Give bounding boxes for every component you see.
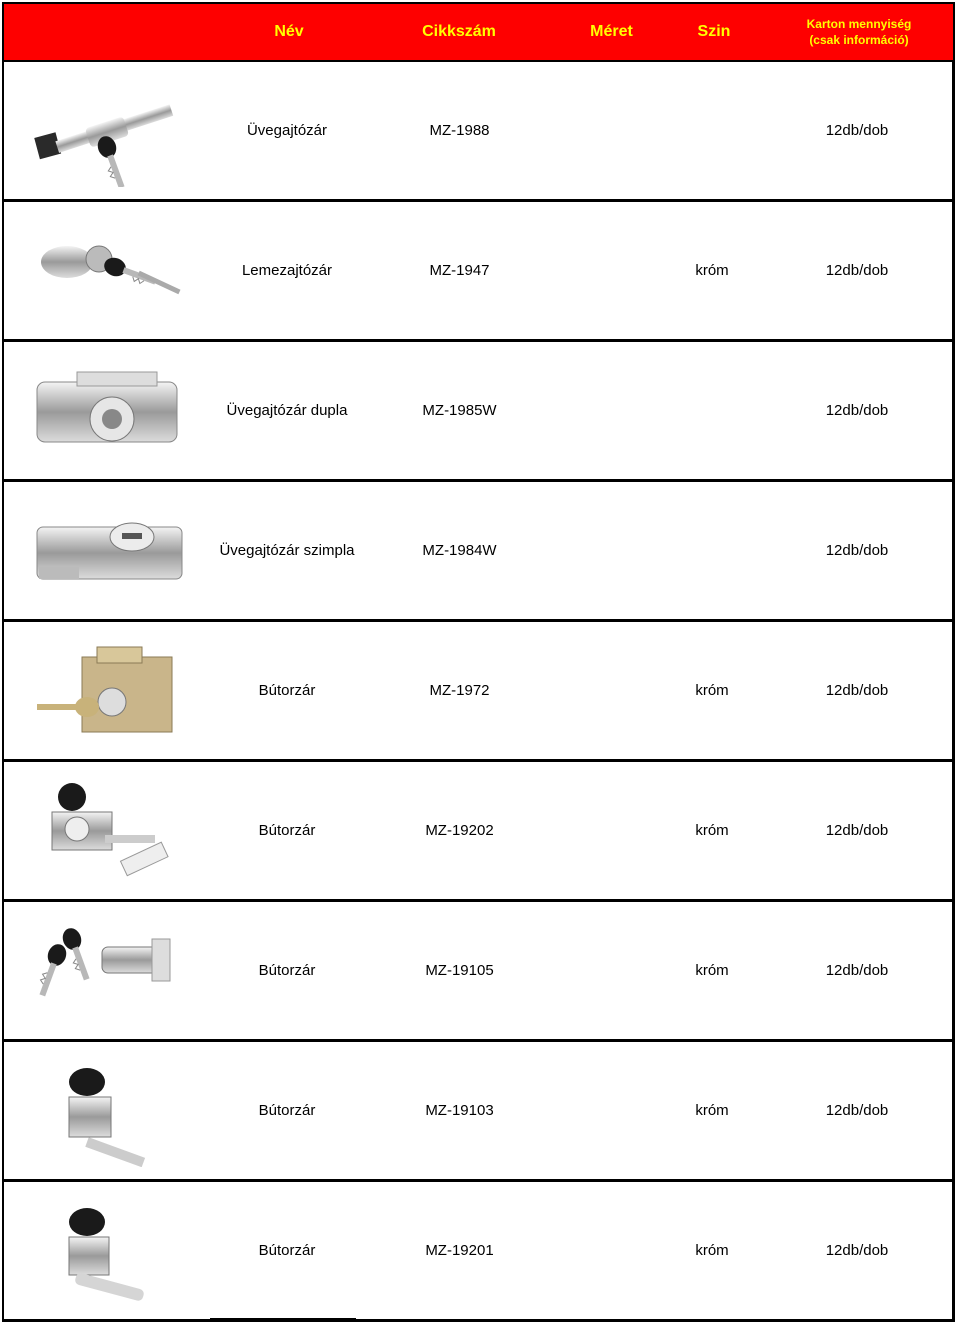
product-code: MZ-19201: [425, 1242, 494, 1259]
product-qty: 12db/dob: [825, 962, 889, 979]
table-row: [2, 1042, 955, 1182]
header-carton: [779, 4, 939, 60]
table-row: [2, 902, 955, 1042]
product-qty: 12db/dob: [825, 542, 889, 559]
product-color: króm: [695, 1242, 729, 1259]
table-row: [2, 482, 955, 622]
push-lock-icon: [27, 917, 187, 1027]
product-name: Bútorzár: [258, 962, 316, 979]
product-color: króm: [695, 962, 729, 979]
table-row: [2, 62, 955, 202]
product-qty: 12db/dob: [825, 402, 889, 419]
product-size: [547, 902, 672, 1039]
table-row: [2, 1182, 955, 1322]
product-qty: 12db/dob: [825, 1242, 889, 1259]
header-carton-line1: Karton mennyiség: [806, 17, 912, 31]
product-name: Bútorzár: [258, 682, 316, 699]
furniture-lock-icon: [27, 637, 187, 747]
single-glass-lock-icon: [27, 497, 187, 607]
product-size: [547, 622, 672, 759]
product-code: MZ-1984W: [422, 542, 497, 559]
product-qty: 12db/dob: [825, 262, 889, 279]
product-name: Üvegajtózár dupla: [226, 402, 348, 419]
product-code: MZ-1988: [429, 122, 490, 139]
cam-lock-icon: [27, 1057, 187, 1167]
bottom-divider: [210, 1318, 356, 1322]
double-glass-lock-icon: [27, 357, 187, 467]
drawer-lock-icon: [27, 777, 187, 887]
product-code: MZ-19202: [425, 822, 494, 839]
product-size: [547, 62, 672, 199]
product-color: [662, 62, 762, 199]
product-name: Lemezajtózár: [241, 262, 333, 279]
product-name: Üvegajtózár szimpla: [219, 542, 355, 559]
header-code: Cikkszám: [422, 23, 496, 40]
table-row: [2, 622, 955, 762]
glass-door-lock-icon: [27, 77, 187, 187]
product-color: [662, 342, 762, 479]
product-color: króm: [695, 1102, 729, 1119]
product-name: Bútorzár: [258, 1102, 316, 1119]
product-name: Bútorzár: [258, 1242, 316, 1259]
table-row: [2, 202, 955, 342]
header-color: Szin: [697, 23, 731, 40]
product-color: króm: [695, 682, 729, 699]
header-carton-line2: (csak információ): [809, 33, 909, 47]
product-qty: 12db/dob: [825, 822, 889, 839]
table-header: [2, 2, 955, 62]
product-code: MZ-1985W: [422, 402, 497, 419]
product-color: króm: [695, 822, 729, 839]
product-name: Bútorzár: [258, 822, 316, 839]
product-size: [547, 1042, 672, 1179]
product-color: [662, 482, 762, 619]
product-code: MZ-19103: [425, 1102, 494, 1119]
product-code: MZ-19105: [425, 962, 494, 979]
sheet-door-lock-icon: [27, 217, 187, 327]
product-code: MZ-1947: [429, 262, 490, 279]
product-qty: 12db/dob: [825, 682, 889, 699]
table-row: [2, 342, 955, 482]
product-code: MZ-1972: [429, 682, 490, 699]
cam-lock-short-icon: [27, 1197, 187, 1307]
product-qty: 12db/dob: [825, 122, 889, 139]
product-name: Üvegajtózár: [246, 122, 328, 139]
product-size: [547, 762, 672, 899]
product-color: króm: [695, 262, 729, 279]
product-size: [547, 482, 672, 619]
header-name: Név: [274, 23, 304, 40]
product-size: [547, 1182, 672, 1319]
product-qty: 12db/dob: [825, 1102, 889, 1119]
product-size: [547, 342, 672, 479]
product-size: [547, 202, 672, 339]
header-size: Méret: [590, 23, 633, 40]
table-row: [2, 762, 955, 902]
